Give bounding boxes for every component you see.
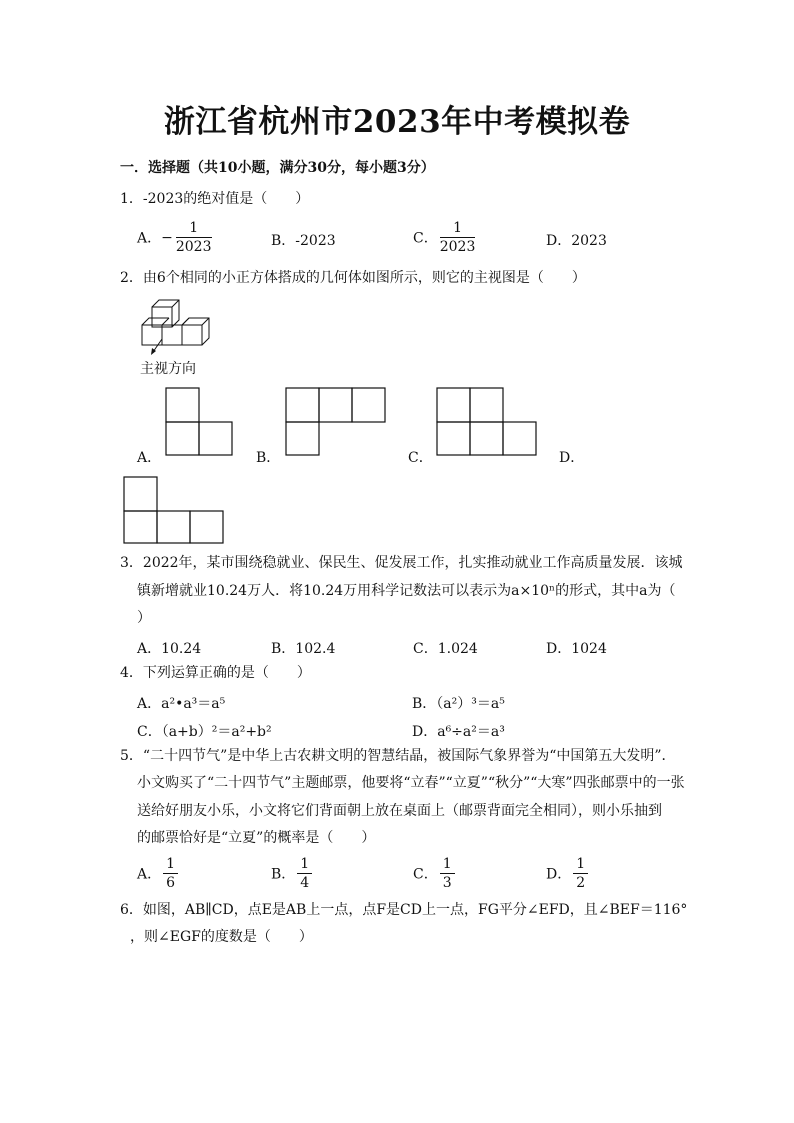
fraction	[440, 220, 476, 255]
numerator: 1	[440, 220, 476, 238]
option-c-label: C．	[413, 230, 438, 247]
option-a-label: A．	[137, 230, 162, 247]
question-1-option-a	[137, 220, 212, 255]
question-3-line-2: 镇新增就业10.24万人．将10.24万用科学记数法可以表示为a×10ⁿ的形式，其中a为（	[137, 583, 676, 599]
option-d-figure	[123, 476, 225, 546]
question-2-option-a: A．	[137, 450, 162, 466]
question-3-line-1: 3．2022年，某市围绕稳就业、保民生、促发展工作，扎实推动就业工作高质量发展．该城	[120, 555, 683, 571]
question-3-option-a: A．10.24	[137, 641, 202, 657]
page-title: 浙江省杭州市2023年中考模拟卷	[163, 104, 631, 140]
question-2-option-d: D．	[559, 450, 585, 466]
numerator: 1	[297, 856, 312, 874]
option-c-label: C．	[413, 866, 438, 883]
question-3-line-3: ）	[137, 610, 151, 626]
question-1-option-c	[413, 220, 475, 255]
question-2-stem: 2．由6个相同的小正方体搭成的几何体如图所示，则它的主视图是（ ）	[120, 270, 586, 286]
question-5-line-1: 5．“二十四节气”是中华上古农耕文明的智慧结晶，被国际气象界誉为“中国第五大发明”．	[120, 748, 676, 764]
section-heading: 一．选择题（共10小题，满分30分，每小题3分）	[120, 160, 435, 176]
question-4-option-a: A．a²•a³＝a⁵	[137, 696, 226, 712]
denominator: 3	[442, 875, 452, 891]
numerator: 1	[440, 856, 455, 874]
option-b-figure	[285, 387, 387, 457]
question-5-line-4: 的邮票恰好是“立夏”的概率是（ ）	[137, 830, 376, 846]
question-5-option-d	[546, 856, 588, 891]
question-5-option-b	[271, 856, 312, 891]
question-1-option-b: B．-2023	[271, 233, 336, 249]
denominator: 4	[300, 875, 310, 891]
option-d-label: D．	[546, 866, 572, 883]
question-1-stem: 1．-2023的绝对值是（ ）	[120, 191, 310, 207]
denominator: 2	[576, 875, 586, 891]
minus-sign: −	[161, 229, 173, 246]
cube-figure	[140, 297, 220, 357]
question-5-line-3: 送给好朋友小乐，小文将它们背面朝上放在桌面上（邮票背面完全相同），则小乐抽到	[137, 803, 662, 819]
question-4-option-c: C．（a+b）²＝a²+b²	[137, 724, 272, 740]
fraction	[176, 220, 212, 255]
question-2-option-c: C．	[408, 450, 433, 466]
fraction	[163, 856, 178, 891]
question-3-option-c: C．1.024	[413, 641, 478, 657]
denominator: 6	[166, 875, 176, 891]
denominator: 2023	[439, 239, 476, 255]
question-6-line-2: ，则∠EGF的度数是（ ）	[130, 929, 313, 945]
question-5-line-2: 小文购买了“二十四节气”主题邮票，他要将“立春”“立夏”“秋分”“大寒”四张邮票中的一张	[137, 775, 685, 791]
question-4-option-b: B．（a²）³＝a⁵	[412, 696, 505, 712]
question-5-option-c	[413, 856, 455, 891]
question-3-option-d: D．1024	[546, 641, 607, 657]
numerator: 1	[573, 856, 588, 874]
question-4-stem: 4．下列运算正确的是（ ）	[120, 665, 311, 681]
option-a-figure	[165, 387, 235, 457]
fraction	[573, 856, 588, 891]
question-2-option-b: B．	[256, 450, 281, 466]
option-a-label: A．	[137, 866, 162, 883]
question-6-line-1: 6．如图，AB∥CD，点E是AB上一点，点F是CD上一点，FG平分∠EFD，且∠BEF＝116°	[120, 902, 688, 918]
view-direction-label: 主视方向	[140, 361, 196, 377]
numerator: 1	[176, 220, 212, 238]
fraction	[297, 856, 312, 891]
option-b-label: B．	[271, 866, 296, 883]
option-c-figure	[436, 387, 538, 457]
question-1-option-d: D．2023	[546, 233, 607, 249]
question-4-option-d: D．a⁶÷a²＝a³	[412, 724, 505, 740]
question-5-option-a	[137, 856, 178, 891]
numerator: 1	[163, 856, 178, 874]
fraction	[440, 856, 455, 891]
denominator: 2023	[175, 239, 212, 255]
question-3-option-b: B．102.4	[271, 641, 336, 657]
